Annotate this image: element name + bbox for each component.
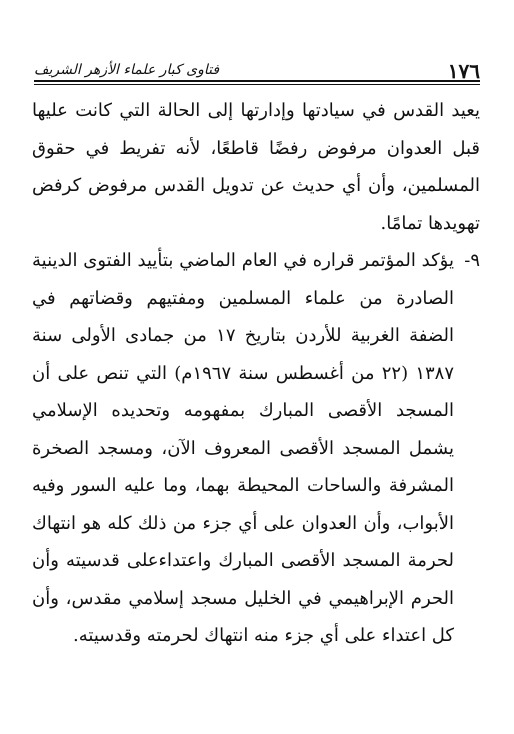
running-title: فتاوى كبار علماء الأزهر الشريف (34, 62, 220, 78)
header-rule (34, 80, 480, 82)
item-number: ٩- (464, 250, 480, 271)
page-header (34, 60, 480, 82)
item-text: يؤكد المؤتمر قراره في العام الماضي بتأييد الفتوى الدينية الصادرة من علماء المسلمين ومفتيهم وقضاتهم في الضفة الغربية للأردن بتاريخ ١٧ من جمادى الأولى سنة ١٣٨٧ (٢٢ من أغسطس سنة ١٩٦٧م) التي تنص على أن المسجد الأقصى المبارك بمفهومه وتحديده الإسلامي يشمل المسجد الأقصى المعروف الآن، ومسجد الصخرة المشرفة والساحات المحيطة بهما، وما عليه السور وفيه الأبواب، وأن العدوان على أي جزء من ذلك كله هو انتهاك لحرمة المسجد الأقصى المبارك واعتداءعلى قدسيته وأن الحرم الإبراهيمي في الخليل مسجد إسلامي مقدس، وأن كل اعتداء على أي جزء منه انتهاك لحرمته وقدسيته. (32, 250, 455, 646)
numbered-item-9 (32, 242, 480, 655)
page-number: ١٧٦ (447, 59, 480, 83)
page-body (32, 92, 480, 655)
header-rule-thin (34, 84, 480, 85)
continuation-paragraph: يعيد القدس في سيادتها وإدارتها إلى الحالة التي كانت عليها قبل العدوان مرفوض رفضًا قاطعًا، لأنه تفريط في حقوق المسلمين، وأن أي حديث عن تدويل القدس مرفوض كرفض تهويدها تمامًا. (32, 100, 480, 234)
